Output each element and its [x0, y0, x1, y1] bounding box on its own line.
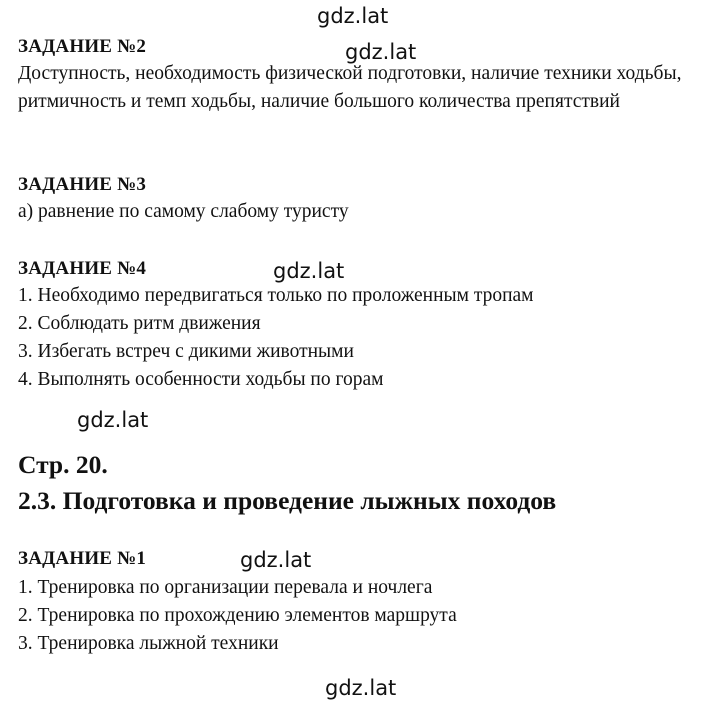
list-item: 4. Выполнять особенности ходьбы по горам	[18, 369, 384, 390]
list-item: 1. Тренировка по организации перевала и ночлега	[18, 577, 433, 598]
list-item: 1. Необходимо передвигаться только по проложенным тропам	[18, 285, 534, 306]
watermark: gdz.lat	[345, 40, 417, 64]
watermark: gdz.lat	[325, 676, 397, 700]
watermark: gdz.lat	[77, 408, 149, 432]
task-1-title: ЗАДАНИЕ №1	[18, 548, 147, 569]
page-reference: Стр. 20.	[18, 450, 108, 479]
task-2-title: ЗАДАНИЕ №2	[18, 36, 147, 57]
watermark: gdz.lat	[317, 4, 389, 28]
watermark: gdz.lat	[273, 259, 345, 283]
watermark: gdz.lat	[240, 548, 312, 572]
list-item: 3. Тренировка лыжной техники	[18, 633, 279, 654]
list-item: 3. Избегать встреч с дикими животными	[18, 341, 354, 362]
task-2-text: Доступность, необходимость физической подготовки, наличие техники ходьбы, ритмичность и темп ходьбы, наличие большого количества препятствий	[18, 63, 682, 112]
task-3-title: ЗАДАНИЕ №3	[18, 174, 147, 195]
task-4-title: ЗАДАНИЕ №4	[18, 258, 147, 279]
task-3-answer: а) равнение по самому слабому туристу	[18, 201, 349, 222]
list-item: 2. Тренировка по прохождению элементов маршрута	[18, 605, 457, 626]
list-item: 2. Соблюдать ритм движения	[18, 313, 261, 334]
section-title: 2.3. Подготовка и проведение лыжных походов	[18, 486, 557, 515]
